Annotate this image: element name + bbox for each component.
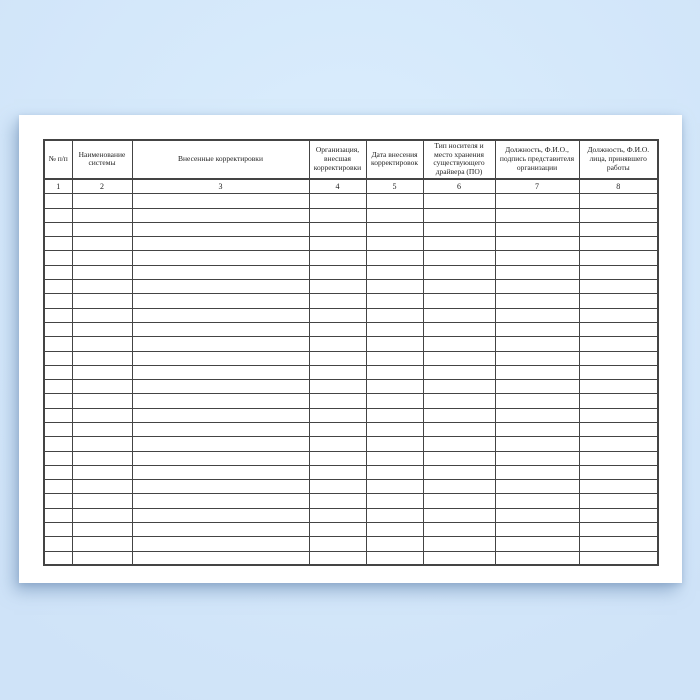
table-cell <box>366 265 423 279</box>
table-cell <box>44 537 72 551</box>
table-cell <box>366 394 423 408</box>
table-cell <box>423 451 495 465</box>
table-cell <box>366 508 423 522</box>
table-cell <box>309 508 366 522</box>
table-cell <box>579 451 658 465</box>
table-row <box>44 365 658 379</box>
table-cell <box>44 322 72 336</box>
table-cell <box>423 465 495 479</box>
table-cell <box>366 237 423 251</box>
table-cell <box>309 537 366 551</box>
col-number: 2 <box>72 179 132 194</box>
table-cell <box>423 222 495 236</box>
table-cell <box>132 451 309 465</box>
table-cell <box>72 437 132 451</box>
table-cell <box>366 451 423 465</box>
table-cell <box>309 351 366 365</box>
table-cell <box>309 494 366 508</box>
table-cell <box>132 465 309 479</box>
table-cell <box>309 251 366 265</box>
table-cell <box>44 480 72 494</box>
table-cell <box>132 537 309 551</box>
table-cell <box>366 222 423 236</box>
table-row <box>44 423 658 437</box>
table-cell <box>423 294 495 308</box>
table-cell <box>366 465 423 479</box>
table-cell <box>44 423 72 437</box>
table-row <box>44 251 658 265</box>
table-cell <box>72 508 132 522</box>
table-cell <box>423 480 495 494</box>
table-cell <box>72 265 132 279</box>
table-cell <box>72 251 132 265</box>
table-cell <box>366 294 423 308</box>
table-cell <box>579 308 658 322</box>
col-header-number: № п/п <box>44 140 72 179</box>
table-cell <box>366 351 423 365</box>
table-row <box>44 537 658 551</box>
table-cell <box>366 194 423 208</box>
table-cell <box>309 294 366 308</box>
table-cell <box>132 351 309 365</box>
table-cell <box>423 394 495 408</box>
table-cell <box>423 322 495 336</box>
table-cell <box>579 208 658 222</box>
table-cell <box>44 508 72 522</box>
table-cell <box>44 294 72 308</box>
col-number: 1 <box>44 179 72 194</box>
table-cell <box>132 237 309 251</box>
table-cell <box>44 251 72 265</box>
table-cell <box>309 280 366 294</box>
table-cell <box>495 308 579 322</box>
table-row <box>44 280 658 294</box>
table-cell <box>132 322 309 336</box>
table-cell <box>44 194 72 208</box>
table-cell <box>72 222 132 236</box>
table-row <box>44 551 658 565</box>
col-header-organization: Организация, внесшая корректировки <box>309 140 366 179</box>
table-cell <box>495 208 579 222</box>
table-cell <box>495 265 579 279</box>
table-row <box>44 380 658 394</box>
table-cell <box>423 251 495 265</box>
table-cell <box>495 322 579 336</box>
table-cell <box>495 194 579 208</box>
table-cell <box>423 351 495 365</box>
table-cell <box>132 208 309 222</box>
document-page <box>19 115 682 583</box>
table-cell <box>72 523 132 537</box>
table-cell <box>309 423 366 437</box>
table-row <box>44 394 658 408</box>
table-cell <box>579 194 658 208</box>
table-cell <box>366 322 423 336</box>
table-cell <box>495 237 579 251</box>
table-cell <box>44 394 72 408</box>
table-row <box>44 208 658 222</box>
table-cell <box>579 251 658 265</box>
table-cell <box>366 537 423 551</box>
table-cell <box>44 523 72 537</box>
table-cell <box>44 265 72 279</box>
table-cell <box>366 380 423 394</box>
table-cell <box>366 308 423 322</box>
table-cell <box>132 222 309 236</box>
column-headers-row <box>44 140 658 179</box>
table-row <box>44 480 658 494</box>
table-cell <box>309 208 366 222</box>
table-row <box>44 222 658 236</box>
table-cell <box>132 394 309 408</box>
table-cell <box>366 208 423 222</box>
table-cell <box>72 365 132 379</box>
table-cell <box>72 308 132 322</box>
table-body <box>44 194 658 566</box>
table-cell <box>366 408 423 422</box>
table-cell <box>44 351 72 365</box>
table-cell <box>495 451 579 465</box>
table-cell <box>132 437 309 451</box>
table-cell <box>72 494 132 508</box>
table-cell <box>72 237 132 251</box>
table-row <box>44 494 658 508</box>
table-cell <box>72 394 132 408</box>
column-numbers-row <box>44 179 658 194</box>
table-cell <box>495 408 579 422</box>
table-cell <box>44 551 72 565</box>
table-cell <box>366 337 423 351</box>
table-cell <box>44 337 72 351</box>
table-cell <box>309 551 366 565</box>
table-cell <box>132 494 309 508</box>
table-cell <box>579 351 658 365</box>
table-cell <box>579 437 658 451</box>
table-cell <box>309 308 366 322</box>
table-cell <box>423 208 495 222</box>
table-cell <box>366 551 423 565</box>
table-cell <box>423 365 495 379</box>
table-cell <box>579 222 658 236</box>
table-cell <box>579 423 658 437</box>
table-cell <box>309 337 366 351</box>
table-cell <box>44 208 72 222</box>
table-cell <box>366 494 423 508</box>
table-cell <box>309 480 366 494</box>
table-cell <box>72 380 132 394</box>
table-cell <box>579 523 658 537</box>
table-cell <box>72 280 132 294</box>
table-cell <box>495 465 579 479</box>
table-cell <box>579 394 658 408</box>
table-cell <box>366 480 423 494</box>
col-header-date: Дата внесения корректировок <box>366 140 423 179</box>
table-cell <box>132 337 309 351</box>
table-cell <box>44 494 72 508</box>
table-cell <box>44 280 72 294</box>
table-cell <box>579 408 658 422</box>
table-cell <box>495 494 579 508</box>
table-cell <box>423 537 495 551</box>
table-cell <box>423 508 495 522</box>
table-cell <box>495 365 579 379</box>
table-cell <box>132 551 309 565</box>
table-cell <box>366 437 423 451</box>
table-cell <box>72 465 132 479</box>
table-cell <box>423 437 495 451</box>
table-row <box>44 194 658 208</box>
col-number: 8 <box>579 179 658 194</box>
table-cell <box>309 365 366 379</box>
table-cell <box>72 194 132 208</box>
table-cell <box>579 551 658 565</box>
table-cell <box>423 523 495 537</box>
table-cell <box>44 437 72 451</box>
table-cell <box>309 394 366 408</box>
table-cell <box>495 508 579 522</box>
table-row <box>44 308 658 322</box>
table-cell <box>579 280 658 294</box>
table-cell <box>44 237 72 251</box>
table-cell <box>132 508 309 522</box>
table-cell <box>495 394 579 408</box>
table-cell <box>495 294 579 308</box>
table-cell <box>72 480 132 494</box>
table-row <box>44 465 658 479</box>
table-cell <box>309 322 366 336</box>
table-cell <box>495 337 579 351</box>
table-cell <box>44 380 72 394</box>
table-cell <box>495 480 579 494</box>
table-cell <box>579 380 658 394</box>
table-cell <box>579 294 658 308</box>
table-row <box>44 322 658 336</box>
table-cell <box>579 537 658 551</box>
table-cell <box>132 423 309 437</box>
table-row <box>44 437 658 451</box>
table-cell <box>309 437 366 451</box>
col-header-org-representative: Должность, Ф.И.О., подпись представителя организации <box>495 140 579 179</box>
col-header-work-acceptor: Должность, Ф.И.О. лица, принявшего работы <box>579 140 658 179</box>
table-cell <box>495 551 579 565</box>
table-cell <box>579 265 658 279</box>
table-cell <box>132 280 309 294</box>
table-cell <box>423 280 495 294</box>
table-cell <box>309 465 366 479</box>
col-number: 5 <box>366 179 423 194</box>
table-cell <box>495 351 579 365</box>
table-cell <box>423 265 495 279</box>
col-header-media-type: Тип носителя и место хранения существующего драйвера (ПО) <box>423 140 495 179</box>
table-cell <box>579 322 658 336</box>
table-cell <box>495 280 579 294</box>
table-cell <box>366 251 423 265</box>
table-cell <box>132 365 309 379</box>
table-cell <box>72 208 132 222</box>
col-header-corrections: Внесенные корректировки <box>132 140 309 179</box>
table-cell <box>366 423 423 437</box>
table-cell <box>72 351 132 365</box>
table-cell <box>495 251 579 265</box>
table-cell <box>309 523 366 537</box>
col-number: 7 <box>495 179 579 194</box>
table-cell <box>366 280 423 294</box>
col-header-system-name: Наименование системы <box>72 140 132 179</box>
table-cell <box>579 480 658 494</box>
table-cell <box>423 551 495 565</box>
table-cell <box>495 437 579 451</box>
table-cell <box>72 408 132 422</box>
table-cell <box>309 380 366 394</box>
table-cell <box>423 423 495 437</box>
table-cell <box>132 480 309 494</box>
table-cell <box>579 494 658 508</box>
table-cell <box>309 408 366 422</box>
col-number: 3 <box>132 179 309 194</box>
table-cell <box>423 194 495 208</box>
table-cell <box>423 308 495 322</box>
table-cell <box>495 222 579 236</box>
table-cell <box>132 194 309 208</box>
table-cell <box>495 423 579 437</box>
table-cell <box>579 365 658 379</box>
table-cell <box>72 451 132 465</box>
table-cell <box>44 365 72 379</box>
table-cell <box>309 222 366 236</box>
table-cell <box>132 523 309 537</box>
corrections-journal-table <box>43 139 659 566</box>
table-cell <box>44 408 72 422</box>
table-cell <box>309 265 366 279</box>
table-cell <box>44 465 72 479</box>
table-cell <box>579 337 658 351</box>
table-cell <box>423 380 495 394</box>
table-row <box>44 337 658 351</box>
table-cell <box>495 380 579 394</box>
table-cell <box>579 508 658 522</box>
table-row <box>44 451 658 465</box>
table-cell <box>72 551 132 565</box>
table-cell <box>423 494 495 508</box>
table-cell <box>132 294 309 308</box>
table-cell <box>495 523 579 537</box>
table-cell <box>579 465 658 479</box>
table-cell <box>132 251 309 265</box>
table-cell <box>44 451 72 465</box>
table-cell <box>309 237 366 251</box>
table-cell <box>132 380 309 394</box>
col-number: 6 <box>423 179 495 194</box>
table-header <box>44 140 658 194</box>
table-cell <box>423 337 495 351</box>
table-cell <box>72 537 132 551</box>
table-row <box>44 351 658 365</box>
table-cell <box>44 308 72 322</box>
table-row <box>44 237 658 251</box>
table-cell <box>495 537 579 551</box>
table-row <box>44 508 658 522</box>
table-cell <box>366 365 423 379</box>
table-row <box>44 408 658 422</box>
table-cell <box>44 222 72 236</box>
table-cell <box>72 423 132 437</box>
table-row <box>44 265 658 279</box>
col-number: 4 <box>309 179 366 194</box>
table-cell <box>423 408 495 422</box>
table-cell <box>72 337 132 351</box>
table-cell <box>423 237 495 251</box>
table-cell <box>132 408 309 422</box>
table-cell <box>366 523 423 537</box>
table-cell <box>132 308 309 322</box>
table-cell <box>579 237 658 251</box>
table-cell <box>72 322 132 336</box>
table-cell <box>309 451 366 465</box>
table-row <box>44 294 658 308</box>
table-cell <box>72 294 132 308</box>
table-cell <box>132 265 309 279</box>
table-cell <box>309 194 366 208</box>
table-row <box>44 523 658 537</box>
